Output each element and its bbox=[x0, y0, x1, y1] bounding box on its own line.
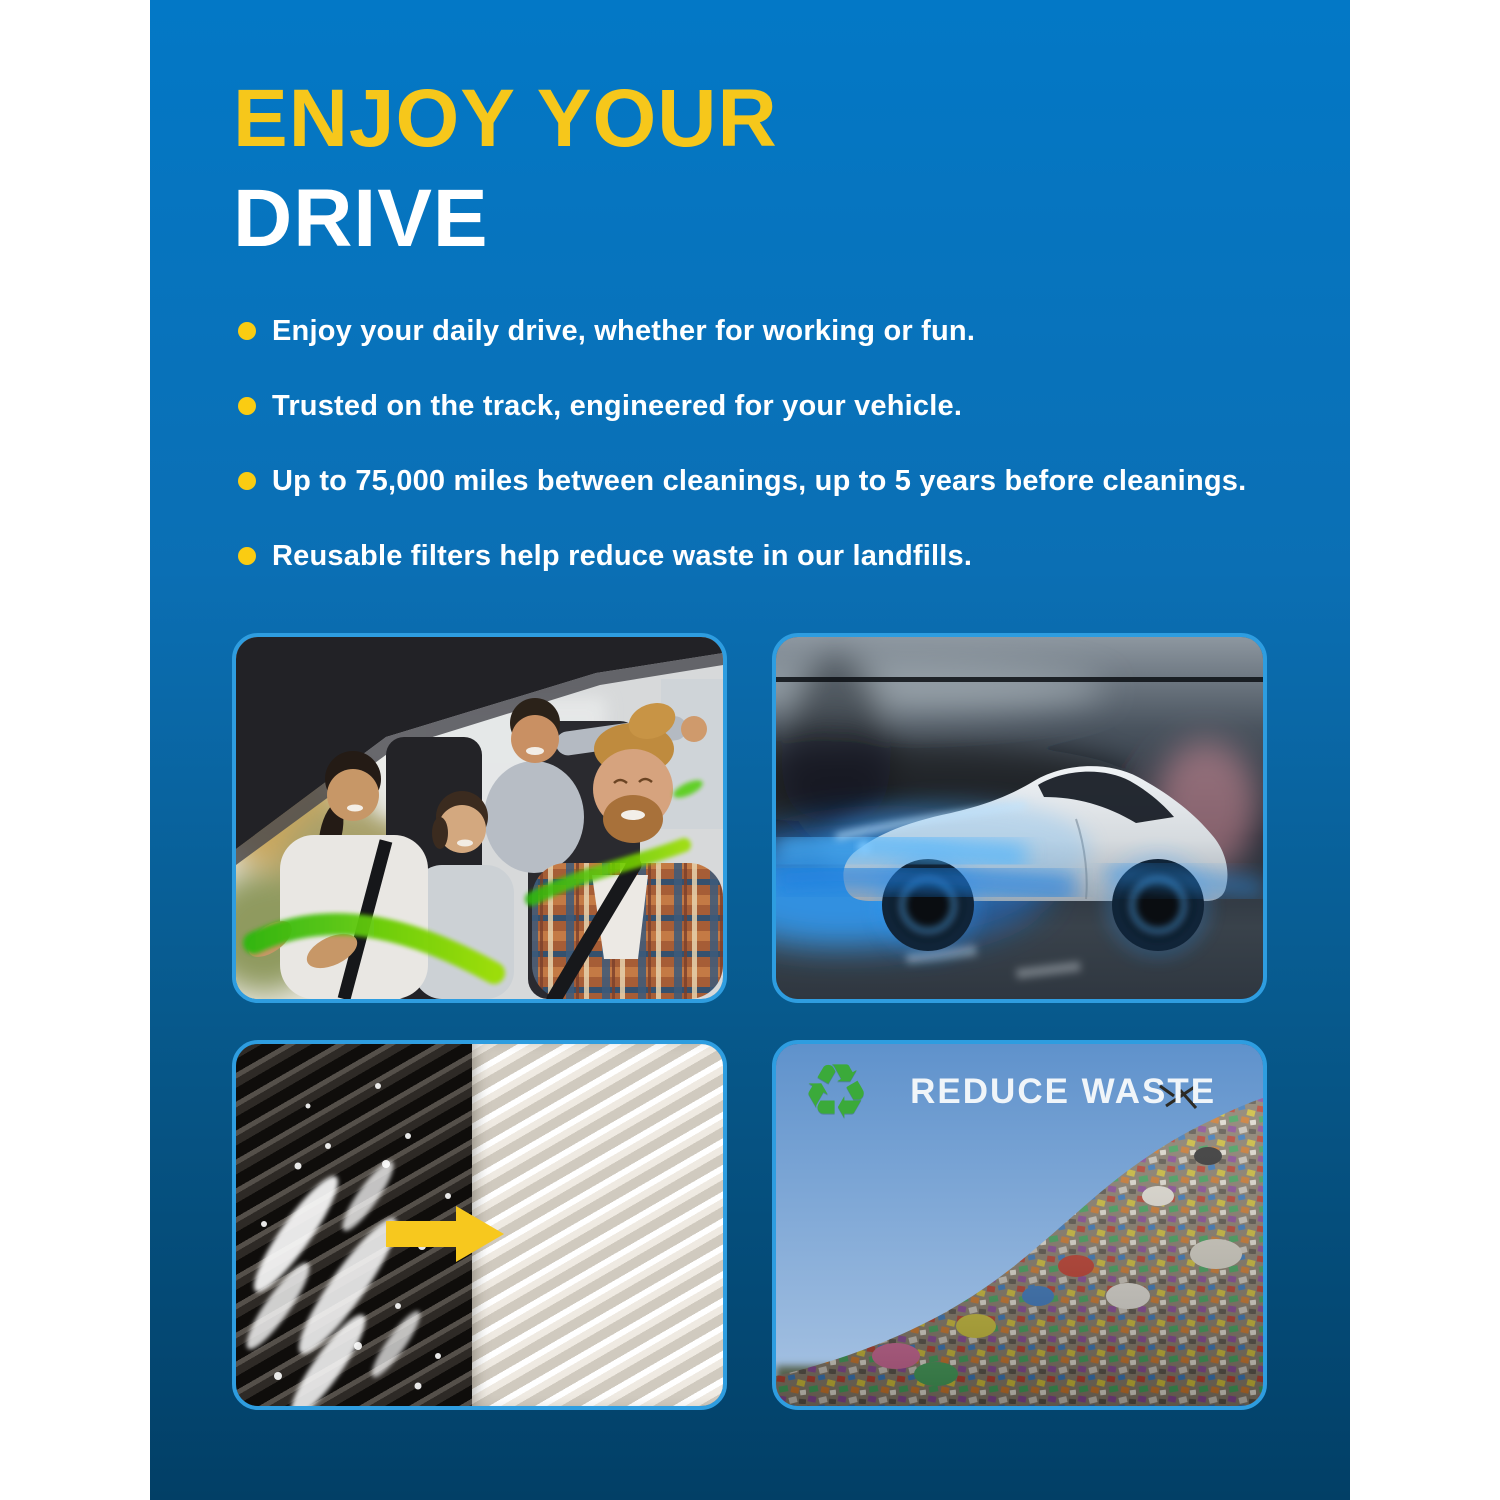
filter-before-after-photo bbox=[232, 1040, 727, 1410]
arrow-head bbox=[456, 1206, 504, 1262]
list-item bbox=[238, 314, 1246, 348]
page-title bbox=[233, 69, 778, 269]
bullet-dot-icon bbox=[238, 472, 256, 490]
list-item bbox=[238, 464, 1246, 498]
bullet-dot-icon bbox=[238, 397, 256, 415]
landfill-photo bbox=[772, 1040, 1267, 1410]
recycle-icon: ♻ bbox=[802, 1047, 871, 1136]
arrow-right-icon bbox=[386, 1206, 504, 1262]
family-drive-photo bbox=[232, 633, 727, 1003]
bullet-dot-icon bbox=[238, 322, 256, 340]
benefit-text: Trusted on the track, engineered for your vehicle. bbox=[272, 389, 963, 422]
benefit-text: Up to 75,000 miles between cleanings, up to 5 years before cleanings. bbox=[272, 464, 1247, 497]
benefit-text: Reusable filters help reduce waste in our landfills. bbox=[272, 539, 973, 572]
sports-car-photo bbox=[772, 633, 1267, 1003]
sports-car-illustration bbox=[776, 637, 1263, 999]
list-item bbox=[238, 389, 1246, 423]
reduce-waste-header bbox=[802, 1047, 1217, 1136]
blue-panel bbox=[150, 0, 1350, 1500]
title-line-2: DRIVE bbox=[233, 173, 489, 265]
reduce-waste-label: REDUCE WASTE bbox=[910, 1072, 1217, 1111]
arrow-shaft bbox=[386, 1221, 458, 1247]
benefit-list bbox=[238, 314, 1246, 614]
family-illustration bbox=[236, 637, 723, 999]
clean-filter-half bbox=[472, 1044, 723, 1406]
list-item bbox=[238, 539, 1246, 573]
benefit-text: Enjoy your daily drive, whether for working or fun. bbox=[272, 314, 976, 347]
title-line-1: ENJOY YOUR bbox=[233, 73, 778, 165]
bullet-dot-icon bbox=[238, 547, 256, 565]
